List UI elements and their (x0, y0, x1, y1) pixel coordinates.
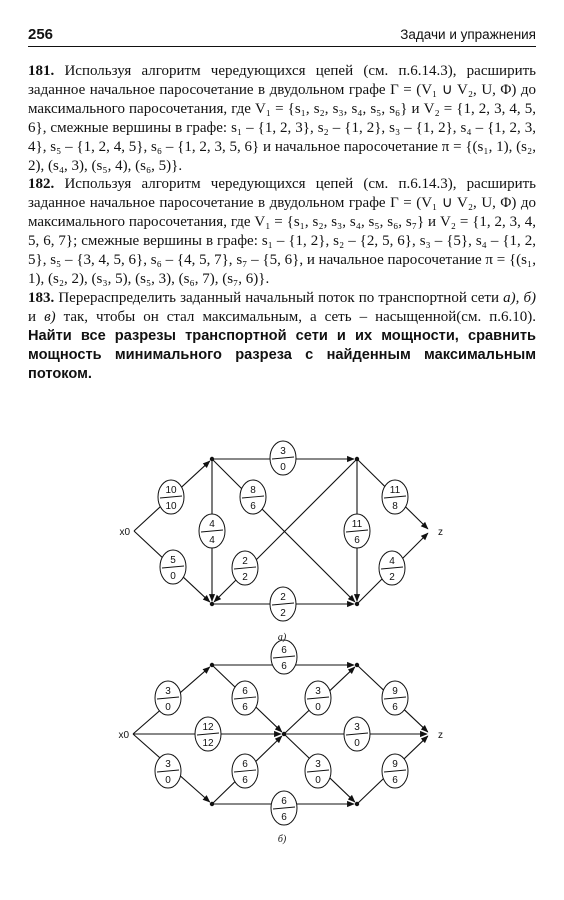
edge-flow: 0 (170, 571, 176, 582)
edge-capacity: 3 (354, 722, 360, 733)
node-S (355, 802, 359, 806)
edge-flow: 6 (392, 702, 398, 713)
edge-flow: 2 (280, 608, 286, 619)
edge-label-x0-A (158, 480, 184, 514)
edge-capacity: 12 (202, 722, 214, 733)
edge-flow: 0 (165, 702, 171, 713)
edge-label-x0-P (155, 681, 181, 715)
edge-flow: 6 (281, 661, 287, 672)
edge-label-S-z (382, 754, 408, 788)
edge-capacity: 2 (242, 556, 248, 567)
edge-capacity: 4 (389, 556, 395, 567)
source-label: x0 (119, 527, 130, 538)
figure-caption-a: а) (277, 632, 287, 643)
problem-text-italic: в) (44, 308, 56, 325)
edge-capacity: 6 (242, 759, 248, 770)
edge-A-D (212, 459, 355, 602)
edge-label-P-R (271, 640, 297, 674)
edge-flow: 6 (392, 775, 398, 786)
figure-caption-b: б) (277, 834, 287, 845)
edge-capacity: 3 (315, 759, 321, 770)
edge-label-M-R (305, 681, 331, 715)
problem-text-italic: а), б) (503, 289, 536, 306)
node-M (282, 732, 286, 736)
edge-flow: 0 (315, 775, 321, 786)
network-figure-b (118, 640, 443, 825)
edge-label-Q-S (271, 791, 297, 825)
edge-flow: 6 (281, 812, 287, 823)
sink-label: z (438, 527, 443, 538)
edge-label-P-M (232, 681, 258, 715)
problem-text: Используя алгоритм чередующихся цепей (см. п.6.14.3), расширить заданное начальное паросочетание в двудольном графе Γ = (V₁ ∪ V₂, U, Φ) до максимального паросочетания, где V₁ = {s₁, s₂, s₃, s₄, s₅, s₆} и V₂ = {1, 2, 3, 4, 5, 6}, смежные вершины в графе: s₁ – {1, 2, 3}, s₂ – {1, 2}, s₃ – {1, 2}, s₄ – {1, 2, 3, 4}, s₅ – {1, 2, 4, 5}, s₆ – {1, 2, 3, 5, 6} и начальное паросочетание π = {(s₁, 1), (s₂, 2), (s₄, 3), (s₅, 4), (s₆, 5)}. (28, 63, 536, 174)
edge-label-x0-M (195, 717, 221, 751)
edge-flow: 0 (315, 702, 321, 713)
problem-number: 183. (28, 289, 55, 306)
edge-flow: 6 (242, 775, 248, 786)
edge-label-A-C (270, 441, 296, 475)
edge-capacity: 8 (250, 485, 256, 496)
edge-label-Q-M (232, 754, 258, 788)
edge-label-C-D (344, 514, 370, 548)
node-R (355, 663, 359, 667)
source-label: x0 (118, 730, 129, 741)
edge-flow: 12 (202, 738, 214, 749)
edge-flow: 6 (242, 702, 248, 713)
problem-text: и (28, 308, 45, 325)
edge-flow: 6 (250, 501, 256, 512)
node-A (210, 457, 214, 461)
edge-capacity: 10 (165, 485, 177, 496)
edge-capacity: 11 (389, 485, 401, 496)
edge-label-A-D (240, 480, 266, 514)
edge-label-R-z (382, 681, 408, 715)
edge-capacity: 4 (209, 519, 215, 530)
problem-number: 182. (28, 176, 55, 193)
edge-capacity: 3 (165, 686, 171, 697)
node-P (210, 663, 214, 667)
edge-flow: 8 (392, 501, 398, 512)
edge-label-D-z (379, 551, 405, 585)
edge-label-M-z (344, 717, 370, 751)
edge-label-x0-Q (155, 754, 181, 788)
edge-capacity: 9 (392, 686, 398, 697)
node-B (210, 602, 214, 606)
edge-capacity: 5 (170, 555, 176, 566)
edge-label-B-D (232, 551, 258, 585)
network-figure-a (119, 441, 443, 621)
sink-label: z (438, 730, 443, 741)
page-number: 256 (28, 26, 54, 43)
problem-text-bold: Найти все разрезы транспортной сети и их мощности, сравнить мощность минимального разреза с найденным максимальным потоком. (28, 327, 536, 382)
edge-capacity: 6 (281, 645, 287, 656)
edge-label-x0-B (160, 550, 186, 584)
problem-text: Используя алгоритм чередующихся цепей (см. п.6.14.3), расширить заданное начальное паросочетание в двудольном графе Γ = (V₁ ∪ V₂, U, Φ) до максимального паросочетания, где V₁ = {s₁, s₂, s₃, s₄, s₅, s₆, s₇} и V₂ = {1, 2, 3, 4, 5, 6, 7}; смежные вершины в графе: s₁ – {1, 2}, s₂ – {2, 5, 6}, s₃ – {5}, s₄ – {1, 2, 5}, s₅ – {3, 4, 5, 6}, s₆ – {4, 5, 7}, s₇ – {5, 6}, и начальное паросочетание π = {(s₁, 1), (s₂, 2), (s₃, 5), (s₅, 3), (s₆, 7), (s₇, 6)}. (28, 176, 536, 287)
edge-capacity: 11 (351, 519, 363, 530)
edge-flow: 0 (354, 738, 360, 749)
edge-flow: 0 (280, 462, 286, 473)
section-title: Задачи и упражнения (400, 27, 536, 42)
edge-capacity: 2 (280, 592, 286, 603)
edge-flow: 2 (389, 572, 395, 583)
problem-number: 181. (28, 63, 55, 79)
edge-label-C-z (382, 480, 408, 514)
edge-flow: 2 (242, 572, 248, 583)
edge-label-M-S (305, 754, 331, 788)
edge-capacity: 3 (280, 446, 286, 457)
edge-label-C-B (270, 587, 296, 621)
edge-capacity: 9 (392, 759, 398, 770)
node-Q (210, 802, 214, 806)
edge-flow: 0 (165, 775, 171, 786)
edge-capacity: 6 (281, 796, 287, 807)
edge-capacity: 3 (315, 686, 321, 697)
edge-flow: 4 (209, 535, 215, 546)
node-D (355, 602, 359, 606)
node-C (355, 457, 359, 461)
edge-flow: 6 (354, 535, 360, 546)
edge-flow: 10 (165, 501, 177, 512)
edge-capacity: 6 (242, 686, 248, 697)
problem-text: Перераспределить заданный начальный поток по транспортной сети (54, 289, 504, 306)
edge-capacity: 3 (165, 759, 171, 770)
problem-text: так, чтобы он стал максимальным, а сеть – насыщенной(см. п.6.10). (55, 308, 536, 325)
edge-label-A-B (199, 514, 225, 548)
